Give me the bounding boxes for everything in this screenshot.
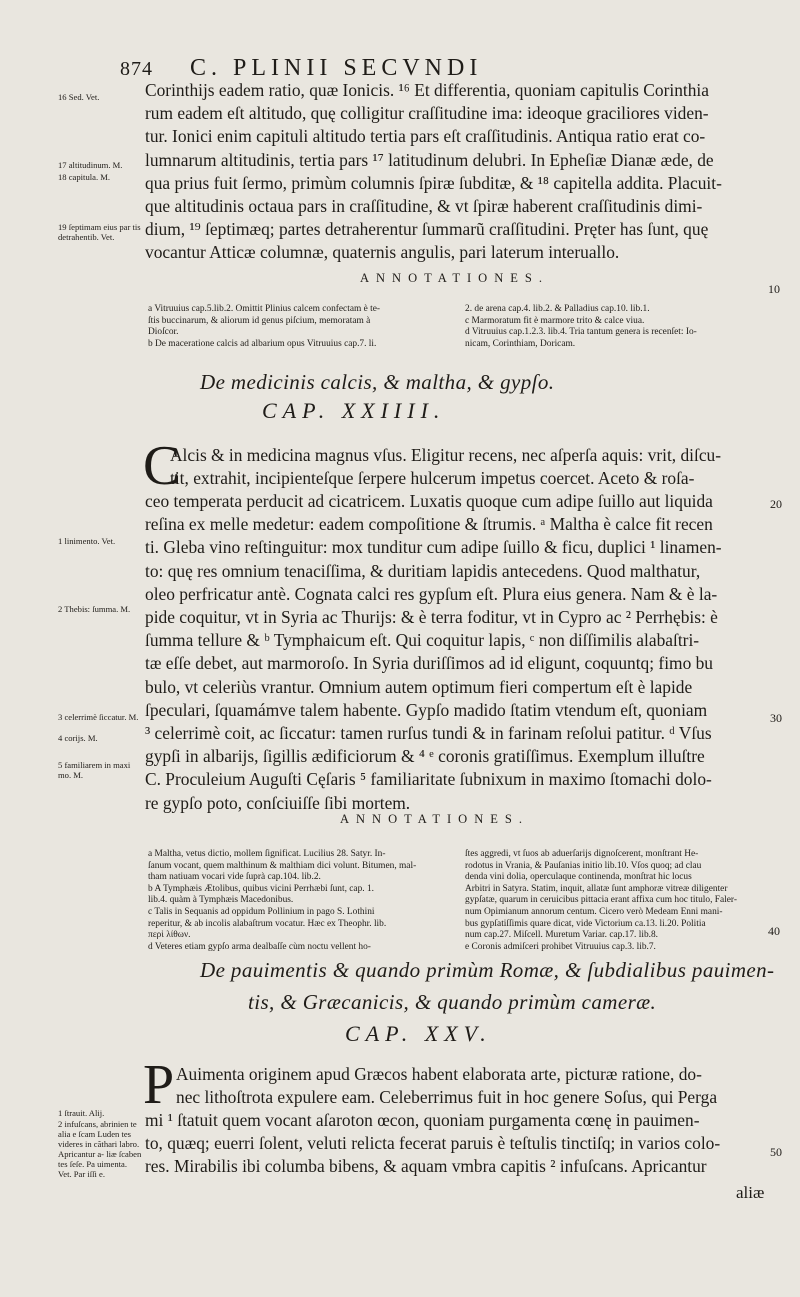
chapter-number: CAP. XXV. — [345, 1021, 492, 1046]
body-text-chapter25 — [145, 1109, 765, 1179]
annotation-line: Dioſcor. — [148, 327, 179, 338]
annotation-line: tham natiuam vocari vide ſuprà cap.104. lib.2. — [148, 872, 321, 883]
drop-capital: P — [143, 1054, 175, 1116]
annotation-line: c Talis in Sequanis ad oppidum Pollinium in pago S. Lothini — [148, 906, 375, 917]
annotations-heading: ANNOTATIONES. — [340, 812, 529, 826]
annotation-line: rodotus in Vrania, & Pauſanias initio lib.10. Vſos quoq; ad clau — [465, 860, 702, 871]
chapter-title-line1: De pauimentis & quando primùm Romæ, & ſubdialibus pauimen- — [200, 958, 775, 982]
body-text-section1 — [145, 79, 765, 265]
text-line: Auimenta originem apud Græcos habent elaborata arte, picturæ ratione, do- — [176, 1064, 702, 1084]
annotation-line: denda vini dolia, operculaque continenda, monſtrat hic locus — [465, 872, 692, 883]
chapter-title: De medicinis calcis, & maltha, & gypſo. — [200, 370, 555, 394]
text-line: nec lithoſtrota expulere eam. Celeberrimus fuit in hoc genere Soſus, qui Perga — [176, 1087, 718, 1108]
line-number: 10 — [768, 282, 780, 296]
text-line: res. Mirabilis ibi columba bibens, & aquam vmbra capitis ² infuſcans. Apricantur — [145, 1156, 707, 1177]
text-line: pide coquitur, vt in Syria ac Thurijs: & è terra foditur, vt in Cypro ac ² Perrhębis: è — [145, 607, 718, 628]
annotation-line: e Coronis admiſceri prohibet Vitruuius cap.3. lib.7. — [465, 941, 656, 952]
annotation-line: c Marmoratum fit è marmore trito & calce viua. — [465, 315, 645, 326]
text-line: oleo perfricatur antè. Cognata calci res gypſum eſt. Plura eius genera. Nam & è la- — [145, 583, 718, 604]
annotation-line: lib.4. quàm à Tymphæis Macedonibus. — [148, 895, 294, 906]
text-line: ³ celerrimè coit, ac ſiccatur: tamen rurſus tundi & in farinam reſolui patitur. ᵈ Vſus — [145, 723, 712, 744]
text-line: bulo, vt celeriùs vrantur. Omnium autem optimum fieri compertum eſt è lapide — [145, 676, 693, 697]
text-line: ceo temperata perducit ad cicatricem. Luxatis quoque cum adipe ſuillo aut liquida — [145, 491, 713, 511]
annotation-line: b A Tymphæis Ætolibus, quibus vicini Perrhæbi ſunt, cap. 1. — [148, 883, 374, 894]
margin-note: 4 corijs. M. — [58, 733, 98, 743]
margin-note: 5 familiarem in maxi mo. M. — [58, 760, 131, 780]
margin-note: 2 infuſcans, abrinien te alia e ſcam Luden tes videres in cãthari labro. Apricantur a- liæ ſcaben tes ſeſe. Pa uimenta. Vet. Par iſſi e. — [58, 1119, 142, 1179]
text-line: Alcis & in medicina magnus vſus. Eligitur recens, nec aſperſa aquis: vrit, diſcu- — [170, 445, 722, 465]
text-line: tur. Ionici enim capituli altitudo tertia pars eſt craſſitudinis. Antiqua ratio erat co- — [145, 126, 706, 147]
annotation-line: num cap.27. Miſcell. Muretum Variar. cap.17. lib.8. — [465, 930, 659, 941]
text-line: tæ eſſe debet, aut marmoroſo. In Syria duriſſimos ad id eligunt, coquuntq; fimo bu — [145, 653, 713, 674]
annotation-line: Arbitri in Satyra. Statim, inquit, allatæ ſunt amphoræ vitreæ diligenter — [465, 883, 728, 894]
annotation-line: ſtis buccinarum, & aliorum id genus piſcium, memoratam à — [148, 315, 371, 326]
margin-note: 16 Sed. Vet. — [58, 92, 100, 102]
annotation-line: ſanum vocant, quem malthinum & malthiam dici volunt. Bitumen, mal- — [148, 860, 417, 871]
margin-note: 1 linimento. Vet. — [58, 536, 116, 546]
annotation-line: περὶ λίθων. — [148, 930, 191, 941]
line-number: 50 — [770, 1145, 782, 1159]
text-line: dium, ¹⁹ ſeptimæq; partes detraherentur ſummarũ craſſitudini. Pręter has ſunt, quę — [145, 219, 709, 240]
margin-note: 17 altitudinum. M. — [58, 160, 123, 170]
chapter-number: CAP. XXIIII. — [262, 398, 446, 423]
body-text-first-lines — [170, 444, 765, 490]
text-line: mi ¹ ſtatuit quem vocant aſaroton œcon, quoniam purgamenta cœnę in pauimen- — [145, 1110, 700, 1130]
annotation-line: bus gypſatiſſimis quare dicat, vide Victorium ca.13. li.20. Politia — [465, 918, 706, 929]
annotations-heading: ANNOTATIONES. — [360, 271, 549, 285]
margin-note: 1 ſtrauit. Alij. — [58, 1108, 105, 1118]
annotation-line: nicam, Corinthiam, Doricam. — [465, 338, 576, 349]
text-line: ti. Gleba vino reſtinguitur: mox tunditur cum adipe ſuillo & ficu, duplici ¹ linamen- — [145, 537, 722, 558]
text-line: ſpeculari, ſquamámve talem habente. Gypſo madido ſtatim vtendum eſt, quoniam — [145, 699, 708, 720]
text-line: lumnarum altitudinis, tertia pars ¹⁷ latitudinum delubri. In Epheſiæ Dianæ æde, de — [145, 149, 714, 170]
text-line: rum eadem eſt altitudo, quę colligitur craſſitudine ima: ideoque graciliores viden- — [145, 103, 709, 124]
annotation-line: ſtes aggredi, vt ſuos ab aduerſarijs dignoſcerent, monſtrant He- — [465, 849, 699, 859]
annotation-line: 2. de arena cap.4. lib.2. & Palladius cap.10. lib.1. — [465, 304, 650, 314]
margin-note: 19 ſeptimam eius par tis detrahentib. Vet. — [58, 222, 141, 242]
annotation-line: reperitur, & ab incolis alabaſtrum vocatur. Hæc ex Theophr. lib. — [148, 918, 387, 929]
annotation-line: gypſatæ, quarum in ceruicibus pittacia erant affixa cum hoc titulo, Faler- — [465, 895, 737, 906]
running-title: C. PLINII SECVNDI — [190, 55, 483, 81]
annotation-line: num Opimianum annorum centum. Cicero verò Medeam Enni mani- — [465, 906, 723, 917]
page-number: 874 — [120, 58, 153, 80]
margin-note: 3 celerrimè ſiccatur. M. — [58, 712, 139, 722]
annotations-right-column — [465, 304, 765, 350]
annotation-line: a Maltha, vetus dictio, mollem ſignificat. Lucilius 28. Satyr. In- — [148, 849, 386, 859]
text-line: to: quę res omnium tenaciſſima, & duritiam lapidis antecedens. Quod malthatur, — [145, 560, 701, 581]
annotation-line: a Vitruuius cap.5.lib.2. Omittit Plinius calcem confectam è te- — [148, 304, 381, 314]
text-line: que altitudinis octaua pars in craſſitudine, & vt ſpiræ haberent craſſitudinis dimi- — [145, 196, 703, 217]
chapter-title-line2: tis, & Græcanicis, & quando primùm cameræ. — [248, 990, 657, 1014]
drop-capital: C — [143, 435, 181, 497]
annotations-left-column — [148, 849, 456, 953]
text-line: gypſi in albarijs, ſigillis ædificiorum & ⁴ ᵉ coronis gratiſſimus. Exemplum illuſtre — [145, 746, 705, 767]
annotations-right-column — [465, 849, 765, 953]
text-line: reſina ex melle medetur: eadem compoſitione & ſtrumis. ᵃ Maltha è calce fit recen — [145, 514, 713, 535]
text-line: vocantur Atticæ columnæ, quaternis angulis, pari laterum interuallo. — [145, 242, 620, 263]
body-text-chapter24 — [145, 490, 765, 815]
annotation-line: d Veteres etiam gypſo arma dealbaſſe cùm noctu vellent ho- — [148, 941, 371, 952]
annotations-left-column — [148, 304, 456, 350]
text-line: to, quæq; euerri ſolent, veluti relicta fecerat paruis è teſtulis tinctiſq; in varios colo- — [145, 1133, 721, 1154]
text-line: qua prius fuit ſermo, primùm columnis ſpiræ ſubditæ, & ¹⁸ capitella addita. Placuit- — [145, 172, 722, 193]
line-number: 20 — [770, 497, 782, 511]
line-number: 40 — [768, 924, 780, 938]
text-line: re gypſo poto, conſciuiſſe ſibi mortem. — [145, 792, 411, 813]
margin-note: 2 Thebis: ſumma. M. — [58, 604, 131, 614]
text-line: ſumma tellure & ᵇ Tymphaicum eſt. Qui coquitur lapis, ᶜ non diſſimilis alabaſtri- — [145, 630, 700, 651]
line-number: 30 — [770, 711, 782, 725]
text-line: C. Proculeium Auguſti Cęſaris ⁵ familiaritate ſubnixum in maximo ſtomachi dolo- — [145, 769, 712, 790]
catchword: aliæ — [736, 1183, 765, 1202]
margin-note: 18 capitula. M. — [58, 172, 111, 182]
text-line: tit, extrahit, incipienteſque ſerpere hulcerum impetus coercet. Aceto & roſa- — [170, 468, 695, 489]
body-text-first-lines — [176, 1063, 765, 1109]
annotation-line: b De maceratione calcis ad albarium opus Vitruuius cap.7. li. — [148, 338, 377, 349]
text-line: Corinthijs eadem ratio, quæ Ionicis. ¹⁶ Et differentia, quoniam capitulis Corinthia — [145, 80, 709, 100]
annotation-line: d Vitruuius cap.1.2.3. lib.4. Tria tantum genera is recenſet: Io- — [465, 327, 697, 338]
